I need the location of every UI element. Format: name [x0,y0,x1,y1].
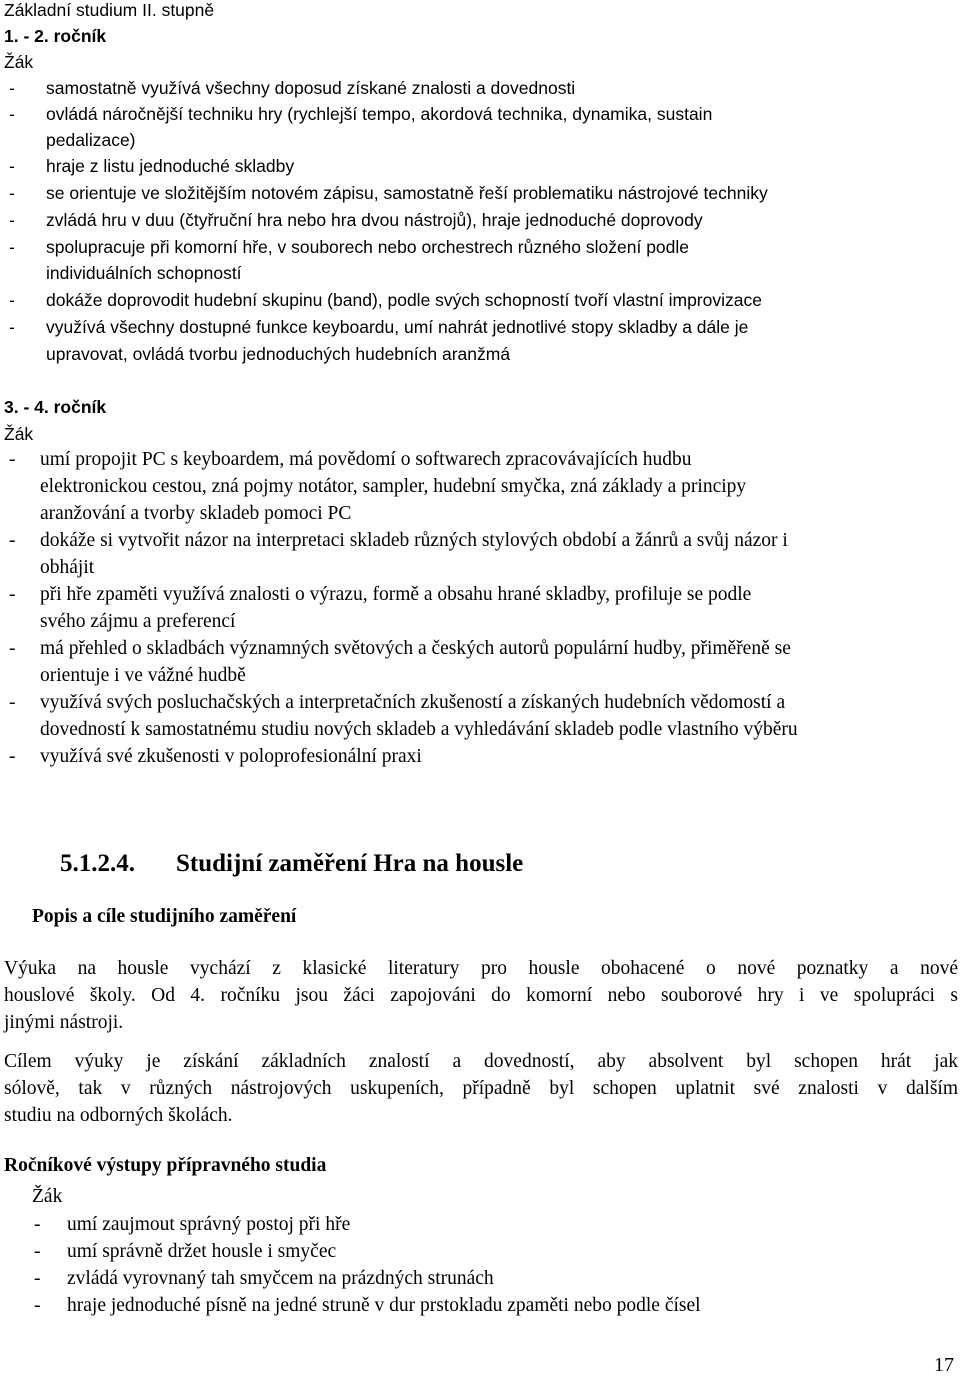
list-item-continued: upravovat, ovládá tvorbu jednoduchých hudebních aranžmá [46,344,511,364]
section-number: 5.1.2.4. [60,850,135,877]
list-item: dokáže si vytvořit názor na interpretaci skladeb různých stylových období a žánrů a svůj názor i [40,530,788,551]
list-item-continued: individuálních schopností [46,263,242,283]
list-item: umí zaujmout správný postoj při hře [67,1214,351,1235]
subsection-title-popis: Popis a cíle studijního zaměření [32,906,297,927]
list-item: dokáže doprovodit hudební skupinu (band), podle svých schopností tvoří vlastní improvizace [46,290,762,310]
list-item-continued: elektronickou cestou, zná pojmy notátor, sampler, hudební smyčka, zná základy a principy [40,476,747,497]
paragraph-line: Cílem výuky je získání základních znalostí a dovedností, aby absolvent byl schopen hrát jak [4,1051,958,1072]
grade-heading-3-4: 3. - 4. ročník [4,397,107,417]
list-dash: - [9,638,16,659]
list-dash: - [9,78,15,98]
list-dash: - [9,746,16,767]
list-item: hraje jednoduché písně na jedné struně v dur prstokladu zpaměti nebo podle čísel [67,1295,701,1316]
paragraph-line: Výuka na housle vychází z klasické literatury pro housle obohacené o nové poznatky a nové [4,958,958,979]
list-item-continued: dovedností k samostatnému studiu nových skladeb a vyhledávání skladeb podle vlastního výběru [40,719,798,740]
list-item: má přehled o skladbách významných světových a českých autorů populární hudby, přiměřeně se [40,638,791,659]
list-item: využívá své zkušenosti v poloprofesionální praxi [40,746,422,767]
list-dash: - [9,584,16,605]
list-item-continued: obhájit [40,557,95,578]
list-item: ovládá náročnější techniku hry (rychlejší tempo, akordová technika, dynamika, sustain [46,104,713,124]
list-item: při hře zpaměti využívá znalosti o výrazu, formě a obsahu hrané skladby, profiluje se podle [40,584,752,605]
list-item: hraje z listu jednoduché skladby [46,156,295,176]
list-dash: - [9,237,15,257]
list-dash: - [9,156,15,176]
list-dash: - [9,692,16,713]
list-dash: - [34,1214,41,1235]
list-item: umí propojit PC s keyboardem, má povědomí o softwarech zpracovávajících hudbu [40,449,692,470]
list-item: zvládá hru v duu (čtyřruční hra nebo hra dvou nástrojů), hraje jednoduché doprovody [46,210,703,230]
paragraph-line: jinými nástroji. [4,1012,124,1033]
list-dash: - [9,290,15,310]
list-item: zvládá vyrovnaný tah smyčcem na prázdných strunách [67,1268,494,1289]
list-item: spolupracuje při komorní hře, v souborech nebo orchestrech různého složení podle [46,237,690,257]
list-item-continued: svého zájmu a preferencí [40,611,236,632]
zak-label: Žák [4,52,34,72]
list-dash: - [34,1295,41,1316]
list-item-continued: aranžování a tvorby skladeb pomoci PC [40,503,352,524]
list-item: umí správně držet housle i smyčec [67,1241,337,1262]
paragraph-line: sólově, tak v různých nástrojových uskupeních, případně byl schopen uplatnit své znalosti v dalším [4,1078,958,1099]
grade-heading-1-2: 1. - 2. ročník [4,26,107,46]
paragraph-line: houslové školy. Od 4. ročníku jsou žáci zapojováni do komorní nebo souborové hry i ve spolupráci s [4,985,958,1006]
section-title: Studijní zaměření Hra na housle [176,850,524,877]
list-item-continued: orientuje i ve vážné hudbě [40,665,246,686]
list-item-continued: pedalizace) [46,130,136,150]
page-heading: Základní studium II. stupně [4,0,215,20]
list-item: využívá všechny dostupné funkce keyboardu, umí nahrát jednotlivé stopy skladby a dále je [46,317,749,337]
list-dash: - [9,104,15,124]
list-dash: - [34,1268,41,1289]
list-item: samostatně využívá všechny doposud získané znalosti a dovednosti [46,78,576,98]
list-dash: - [9,183,15,203]
page-number: 17 [934,1354,954,1376]
list-dash: - [9,210,15,230]
list-dash: - [9,317,15,337]
list-item: využívá svých posluchačských a interpretačních zkušeností a získaných hudebních vědomostí a [40,692,786,713]
list-item: se orientuje ve složitějším notovém zápisu, samostatně řeší problematiku nástrojové techniky [46,183,768,203]
paragraph-line: studiu na odborných školách. [4,1105,233,1126]
list-dash: - [9,449,16,470]
zak-label: Žák [32,1186,63,1207]
list-dash: - [34,1241,41,1262]
subsection-title-vystupy: Ročníkové výstupy přípravného studia [4,1155,327,1176]
list-dash: - [9,530,16,551]
zak-label: Žák [4,424,34,444]
